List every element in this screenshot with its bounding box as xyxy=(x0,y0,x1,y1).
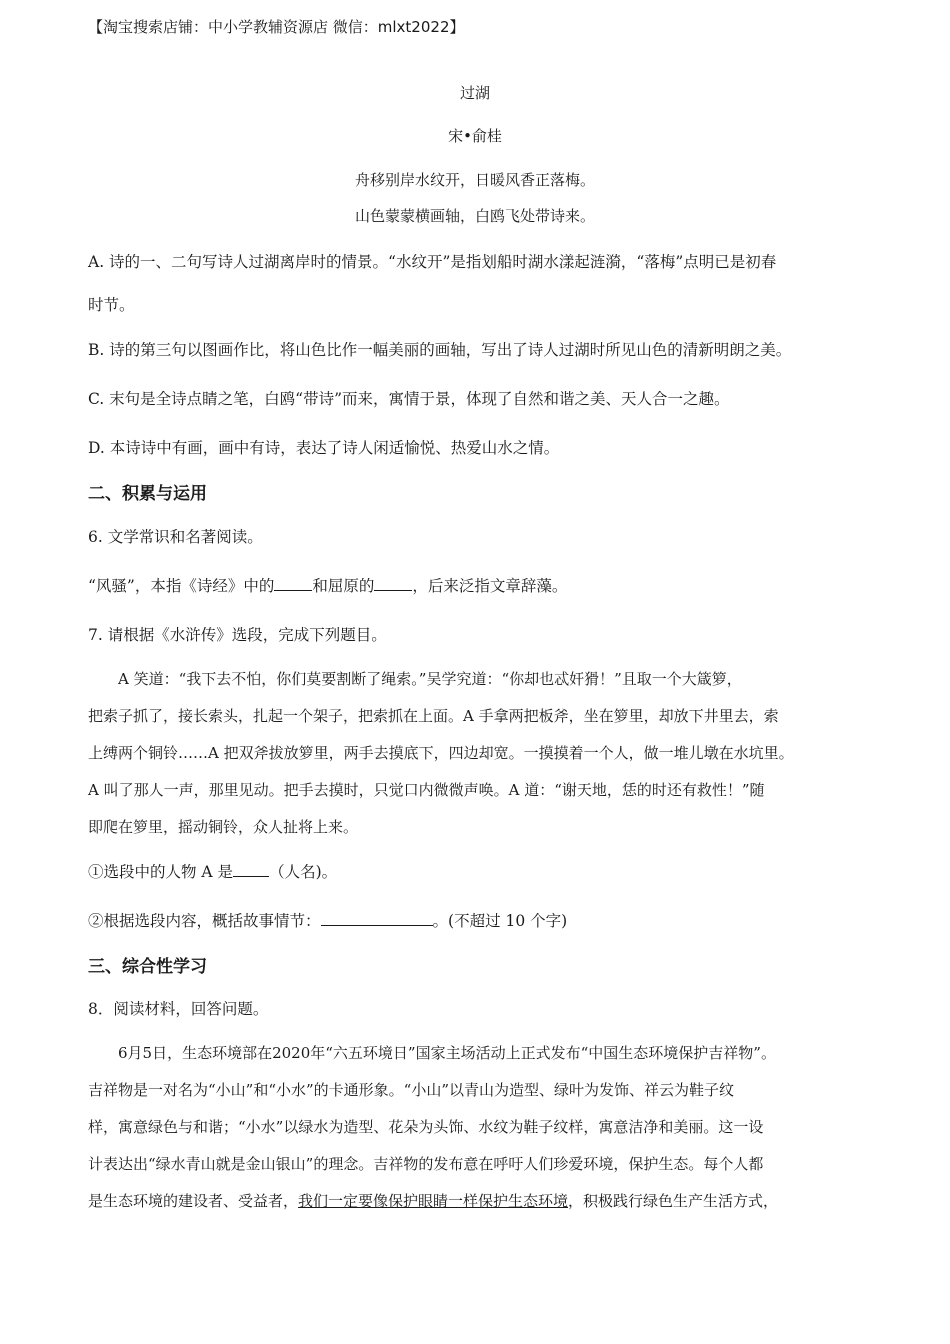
q8-material-line: 6月5日，生态环境部在2020年“六五环境日”国家主场活动上正式发布“中国生态环境保护吉祥物”。 xyxy=(118,1044,776,1062)
q8-material-line: 计表达出“绿水青山就是金山银山”的理念。吉祥物的发布意在呼吁人们珍爱环境，保护生态。每个人都 xyxy=(88,1155,764,1173)
q6-part-3: ，后来泛指文章辞藻。 xyxy=(412,577,568,595)
q6-question xyxy=(88,574,567,596)
q6-title: 6. 文学常识和名著阅读。 xyxy=(88,528,263,546)
option-a-line-1: A. 诗的一、二句写诗人过湖离岸时的情景。“水纹开”是指划船时湖水漾起涟漪，“落梅”点明已是初春 xyxy=(88,253,777,271)
q6-blank-2[interactable] xyxy=(374,576,412,591)
q7-passage-line: 把索子抓了，接长索头，扎起一个架子，把索抓在上面。A 手拿两把板斧，坐在箩里，却放下井里去，索 xyxy=(88,707,779,725)
q7-sub-1-text: ①选段中的人物 A 是 xyxy=(88,863,234,881)
option-b: B. 诗的第三句以图画作比，将山色比作一幅美丽的画轴，写出了诗人过湖时所见山色的清新明朗之美。 xyxy=(88,341,792,359)
q8-last-suffix: ，积极践行绿色生产生活方式， xyxy=(568,1192,779,1210)
q7-passage-line: A 笑道：“我下去不怕，你们莫要割断了绳索。”吴学究道：“你却也忒奸猾！”且取一个大箴箩， xyxy=(118,670,742,688)
q8-underlined-sentence: 我们一定要像保护眼睛一样保护生态环境 xyxy=(298,1192,569,1210)
q7-sub-2-text: ②根据选段内容，概括故事情节： xyxy=(88,912,321,930)
section-2-title: 二、积累与运用 xyxy=(88,484,207,504)
q6-blank-1[interactable] xyxy=(274,576,312,591)
q7-passage-line: 上缚两个铜铃……A 把双斧拔放箩里，两手去摸底下，四边却宽。一摸摸着一个人，做一堆儿墩在水坑里。 xyxy=(88,744,794,762)
poem-line-2: 山色蒙蒙横画轴，白鸥飞处带诗来。 xyxy=(354,207,595,225)
q7-sub-1 xyxy=(88,860,337,882)
q7-title: 7. 请根据《水浒传》选段，完成下列题目。 xyxy=(88,626,387,644)
q7-sub-2-suffix: 。(不超过 10 个字) xyxy=(432,912,568,930)
section-3-title: 三、综合性学习 xyxy=(88,957,207,977)
q8-last-text: 是生态环境的建设者、受益者， xyxy=(88,1192,299,1210)
option-d: D. 本诗诗中有画，画中有诗，表达了诗人闲适愉悦、热爱山水之情。 xyxy=(88,439,560,457)
q7-passage-line: A 叫了那人一声，那里见动。把手去摸时，只觉口内微微声唤。A 道：“谢天地，恁的时还有救性！”随 xyxy=(88,781,765,799)
option-a-line-2: 时节。 xyxy=(88,296,135,314)
poem-title: 过湖 xyxy=(459,84,490,102)
page-header: 【淘宝搜索店铺：中小学教辅资源店 微信：mlxt2022】 xyxy=(88,18,465,36)
poem-author: 宋•俞桂 xyxy=(448,127,502,145)
poem-line-1: 舟移别岸水纹开，日暖风香正落梅。 xyxy=(354,171,595,189)
q8-material-line-last xyxy=(88,1190,778,1211)
q7-sub-2-blank[interactable] xyxy=(321,911,433,926)
q8-material-line: 吉祥物是一对名为“小山”和“小水”的卡通形象。“小山”以青山为造型、绿叶为发饰、祥云为鞋子纹 xyxy=(88,1081,735,1099)
q6-part-1: “风骚”，本指《诗经》中的 xyxy=(88,577,275,595)
q7-sub-1-suffix: （人名)。 xyxy=(269,863,338,881)
q7-sub-2 xyxy=(88,909,567,931)
q8-material-line: 样，寓意绿色与和谐；“小水”以绿水为造型、花朵为头饰、水纹为鞋子纹样，寓意洁净和美丽。这一设 xyxy=(88,1118,764,1136)
q8-title: 8．阅读材料，回答问题。 xyxy=(88,1000,269,1018)
option-c: C. 末句是全诗点睛之笔，白鸥“带诗”而来，寓情于景，体现了自然和谐之美、天人合一之趣。 xyxy=(88,390,730,408)
q7-sub-1-blank[interactable] xyxy=(233,862,269,877)
q6-part-2: 和屈原的 xyxy=(312,577,375,595)
q7-passage-line: 即爬在箩里，摇动铜铃，众人扯将上来。 xyxy=(88,818,359,836)
